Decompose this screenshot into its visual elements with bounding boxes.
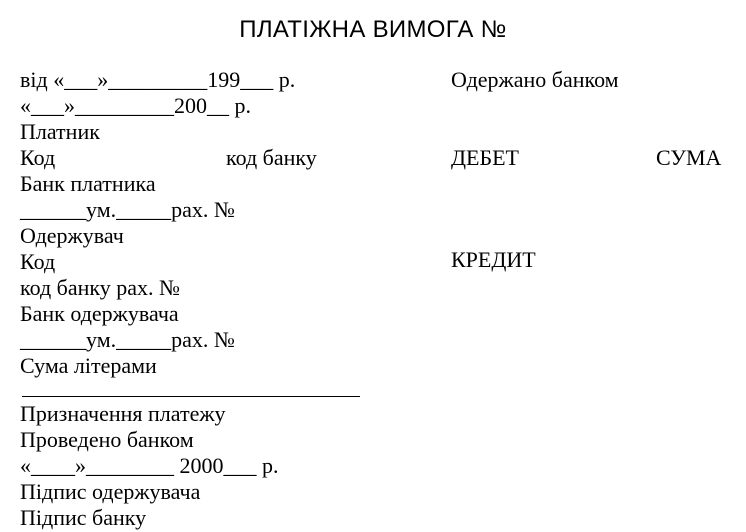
recipient-account-line: ______ум._____рах. № (20, 327, 235, 352)
received-by-bank-label: Одержано банком (451, 67, 619, 92)
processed-by-bank-label: Проведено банком (20, 427, 194, 452)
document-title: ПЛАТІЖНА ВИМОГА № (239, 16, 507, 43)
payer-bank-label: Банк платника (20, 171, 156, 196)
payer-label: Платник (20, 119, 100, 144)
amount-label: СУМА (656, 145, 722, 170)
amount-in-words-line (22, 396, 360, 397)
payer-bank-code-label: код банку (226, 145, 317, 170)
recipient-bank-code-line: код банку рах. № (20, 275, 180, 300)
debit-label: ДЕБЕТ (451, 145, 519, 170)
payer-account-line: ______ум._____рах. № (20, 197, 235, 222)
date-line-2: «___»_________200__ р. (20, 93, 251, 118)
payment-purpose-label: Призначення платежу (20, 401, 226, 426)
processed-date-line: «____»________ 2000___ р. (20, 453, 279, 478)
recipient-signature-label: Підпис одержувача (20, 479, 201, 504)
date-line-1: від «___»_________199___ р. (20, 67, 296, 92)
payer-code-label: Код (20, 145, 56, 170)
bank-signature-label: Підпис банку (20, 505, 147, 530)
recipient-label: Одержувач (20, 223, 124, 248)
recipient-code-label: Код (20, 249, 56, 274)
recipient-bank-label: Банк одержувача (20, 301, 179, 326)
amount-in-words-label: Сума літерами (20, 353, 157, 378)
credit-label: КРЕДИТ (451, 247, 536, 272)
